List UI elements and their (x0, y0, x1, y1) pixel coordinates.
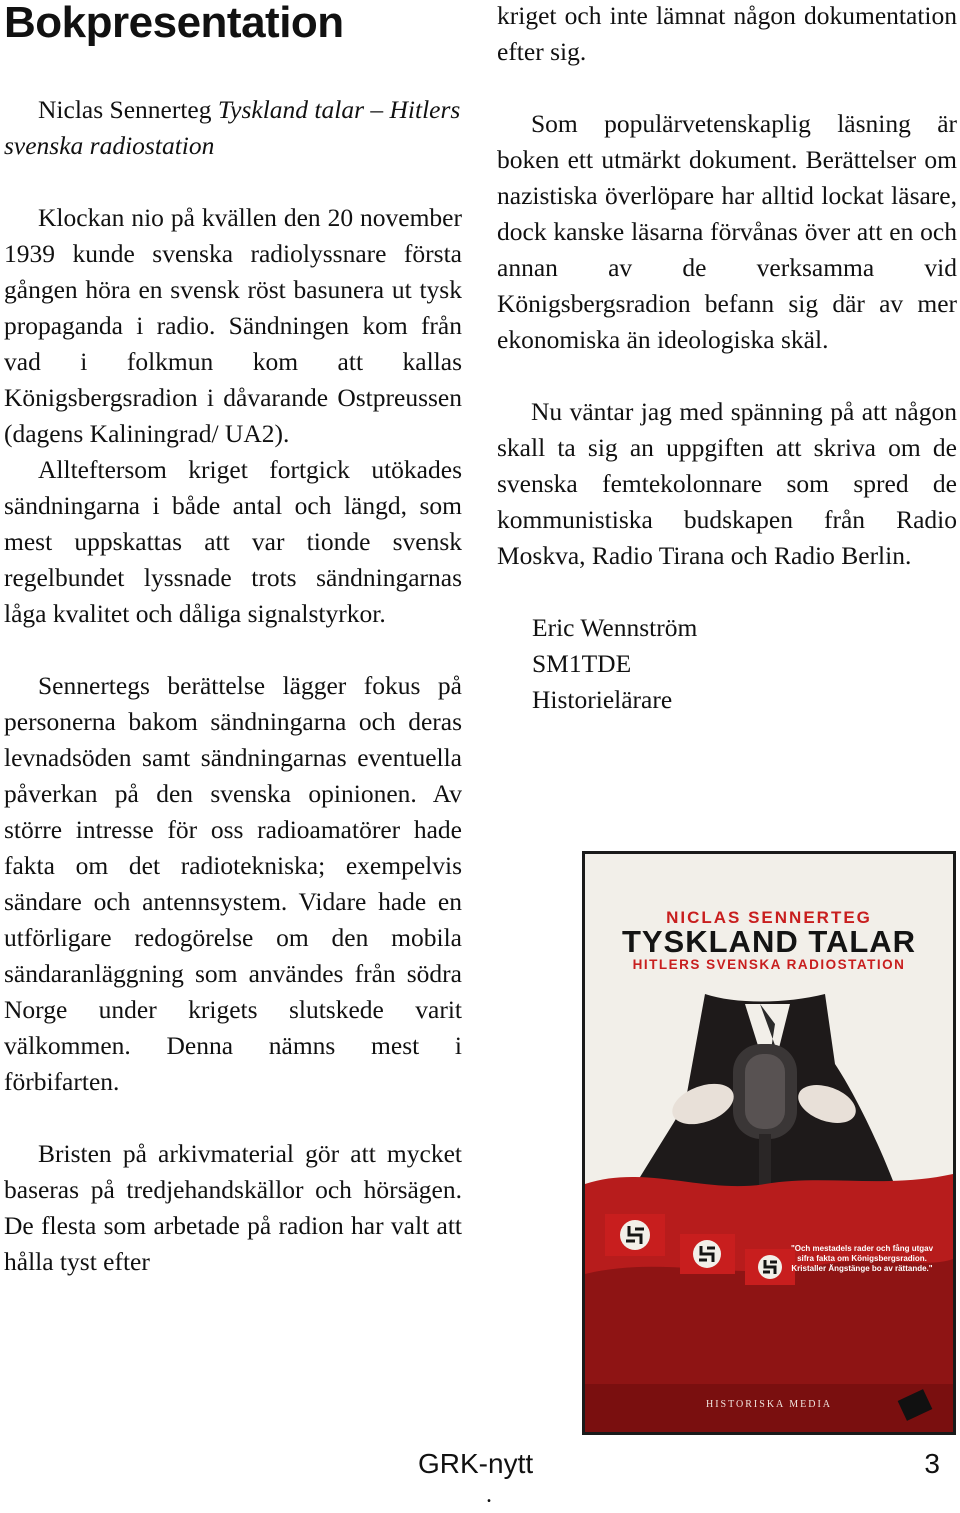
paragraph-4: Bristen på arkivmaterial gör att mycket baseras på tredjehandskällor och hörsägen. De flesta som arbetade på radion har valt att hålla tyst efter (4, 1139, 462, 1276)
book-cover-image (582, 851, 956, 1435)
signature-name: Eric Wennström (532, 613, 698, 642)
page-number: 3 (924, 1448, 940, 1479)
footer-publication: GRK-nytt (418, 1448, 534, 1479)
continued-text: kriget och inte lämnat någon dokumentation efter sig. (497, 1, 957, 66)
paragraph-5: Som populärvetenskaplig läsning är boken ett utmärkt dokument. Berättelser om nazistiska överlöpare har alltid lockat läsare, dock kanske läsarna förvånas över att en och annan av de verksamma vid Königsbergsradion befann sig där av mer ekonomiska än ideologiska skäl. (497, 109, 957, 354)
book-author: Niclas Sennerteg (38, 95, 212, 124)
signature (497, 610, 957, 718)
signature-role: Historielärare (532, 685, 673, 714)
paragraph-6: Nu väntar jag med spänning på att någon skall ta sig an uppgiften att skriva om de svenska femtekolonnare som spred de kommunistiska budskapen från Radio Moskva, Radio Tirana och Radio Berlin. (497, 397, 957, 570)
paragraph-1: Klockan nio på kvällen den 20 november 1939 kunde svenska radiolyssnare första gången höra en svensk röst basunera ut tysk propaganda i radio. Sändningen kom från vad i folkmun kom att kallas Königsbergsradion i dåvarande Ostpreussen (dagens Kaliningrad/ UA2). (4, 203, 462, 448)
cover-subtitle: HITLERS SVENSKA RADIOSTATION (632, 957, 906, 972)
cover-publisher: HISTORISKA MEDIA (706, 1399, 832, 1410)
signature-callsign: SM1TDE (532, 649, 632, 678)
footer-dot: . (486, 1482, 492, 1508)
cover-author: NICLAS SENNERTEG (666, 908, 872, 927)
cover-quote: "Och mestadels rader och fång utgav sifra fakta om Königsbergsradion. Kristaller Ängstänge bo av rättande." (790, 1244, 934, 1273)
paragraph-2: Allteftersom kriget fortgick utökades sändningarna i både antal och längd, som mest uppskattas att var tionde svensk regelbundet lyssnade trots sändningarnas låga kvalitet och dåliga signalstyrkor. (4, 455, 462, 628)
right-column (497, 0, 957, 718)
left-column (4, 92, 462, 1280)
book-reference (4, 92, 462, 164)
book-title: Tyskland talar – Hitlers svenska radiostation (4, 95, 461, 160)
paragraph-3: Sennertegs berättelse lägger fokus på personerna bakom sändningarna och deras levnadsöden samt sändningarnas eventuella påverkan på den svenska opinionen. Av större intresse för oss radioamatörer hade fakta om det radiotekniska; exempelvis sändare och antennsystem. Vidare hade en utförligare redogörelse om den mobila sändaranläggning som användes från södra Norge under krigets slutskede varit välkommen. Denna nämns mest i förbifarten. (4, 671, 462, 1096)
page-title: Bokpresentation (4, 0, 344, 47)
cover-title: TYSKLAND TALAR (621, 924, 917, 959)
